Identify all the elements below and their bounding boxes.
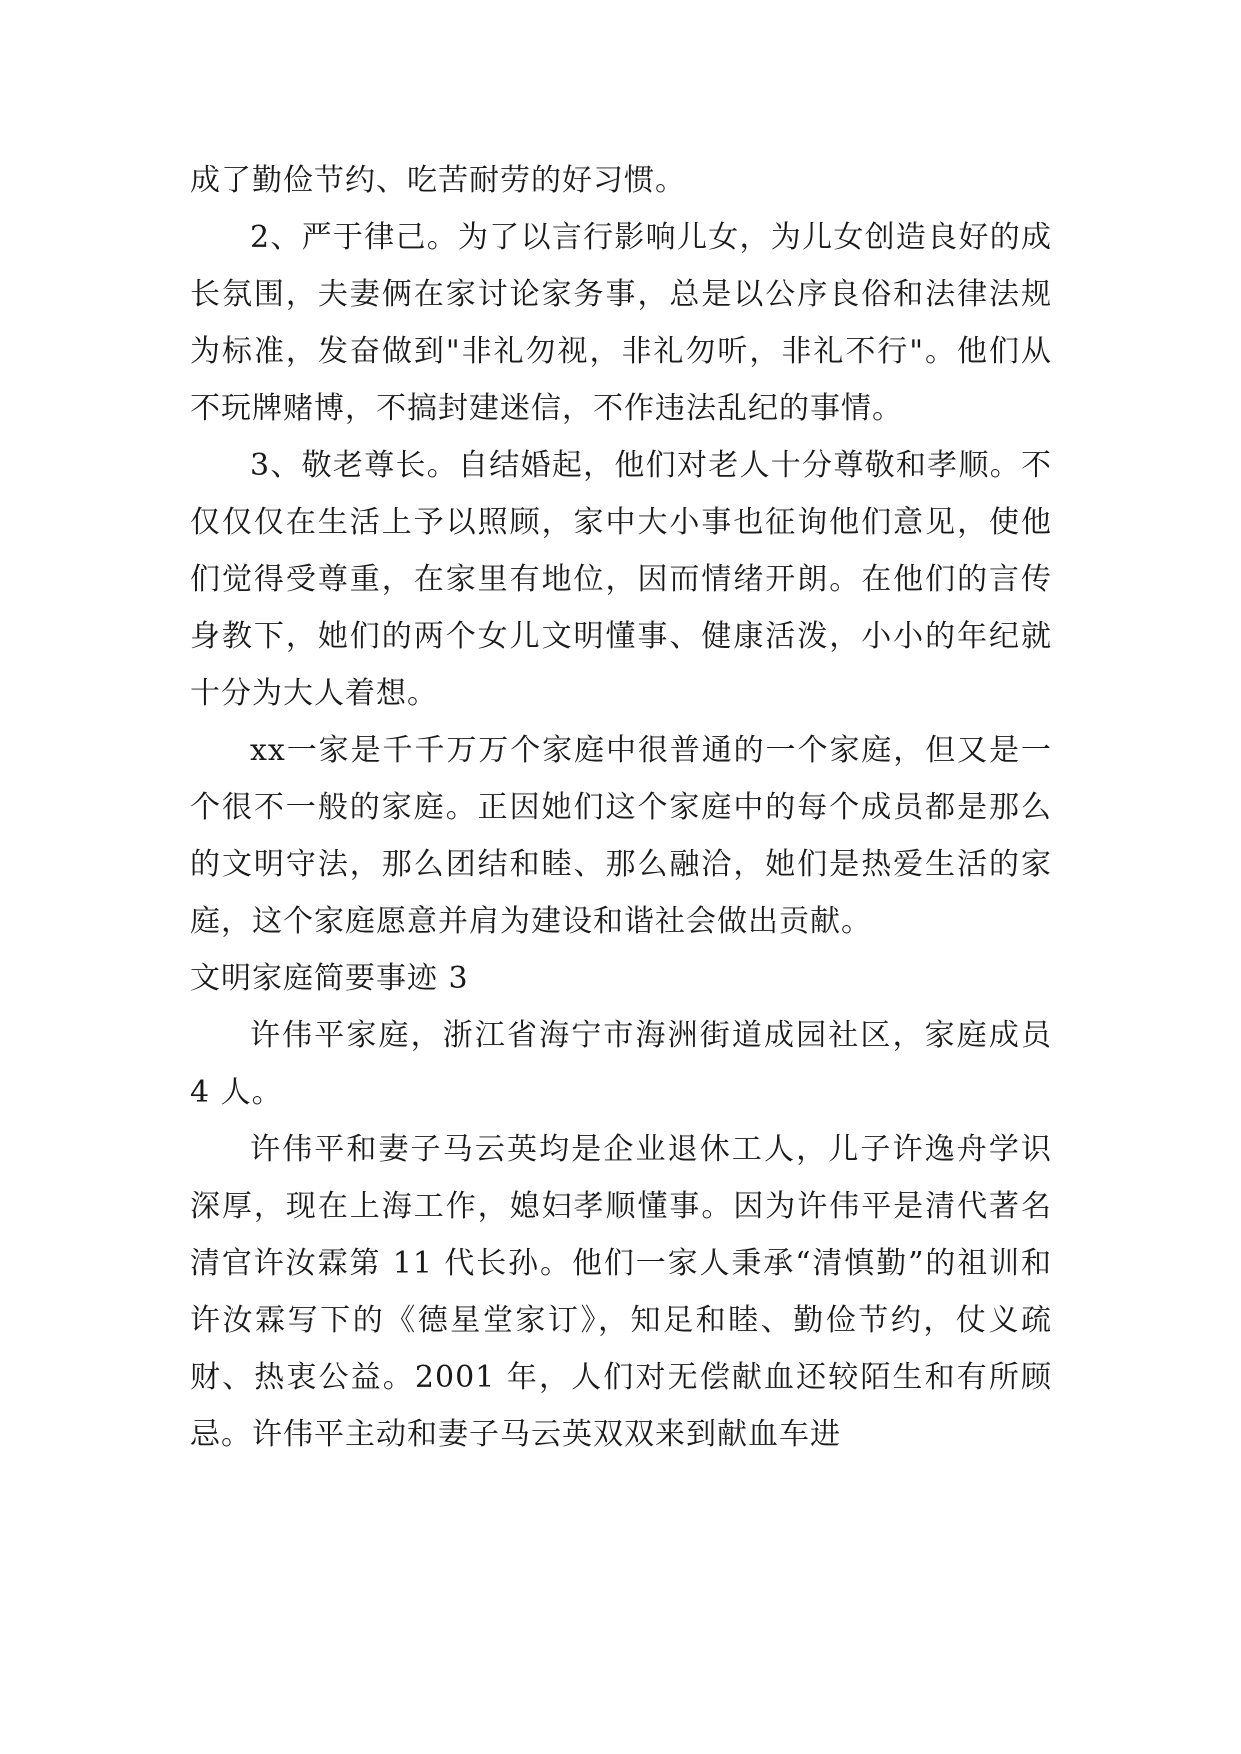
paragraph-continuation: 成了勤俭节约、吃苦耐劳的好习惯。 [190, 163, 686, 198]
paragraph-story: 许伟平和妻子马云英均是企业退休工人，儿子许逸舟学识深厚，现在上海工作，媳妇孝顺懂事。因为许伟平是清代著名清官许汝霖第 11 代长孙。他们一家人秉承“清慎勤”的祖训和许汝霖写下的《德星堂家订》，知足和睦、勤俭节约，仗义疏财、热衷公益。2001 年，人们对无偿献血还较陌生和有所顾忌。许伟平主动和妻子马云英双双来到献血车进 [190, 1132, 1052, 1452]
paragraph-summary: xx一家是千千万万个家庭中很普通的一个家庭，但又是一个很不一般的家庭。正因她们这个家庭中的每个成员都是那么的文明守法，那么团结和睦、那么融洽，她们是热爱生活的家庭，这个家庭愿意并肩为建设和谐社会做出贡献。 [190, 733, 1052, 939]
paragraph-intro: 许伟平家庭，浙江省海宁市海洲街道成园社区，家庭成员 4 人。 [190, 1018, 1052, 1110]
paragraph-point-3: 3、敬老尊长。自结婚起，他们对老人十分尊敬和孝顺。不仅仅仅在生活上予以照顾，家中大小事也征询他们意见，使他们觉得受尊重，在家里有地位，因而情绪开朗。在他们的言传身教下，她们的两个女儿文明懂事、健康活泼，小小的年纪就十分为大人着想。 [190, 448, 1052, 711]
paragraph-point-2: 2、严于律己。为了以言行影响儿女，为儿女创造良好的成长氛围，夫妻俩在家讨论家务事，总是以公序良俗和法律法规为标准，发奋做到"非礼勿视，非礼勿听，非礼不行"。他们从不玩牌赌博，不搞封建迷信，不作违法乱纪的事情。 [190, 220, 1052, 426]
section-title: 文明家庭简要事迹 3 [190, 961, 469, 996]
document-body [190, 152, 1052, 1463]
